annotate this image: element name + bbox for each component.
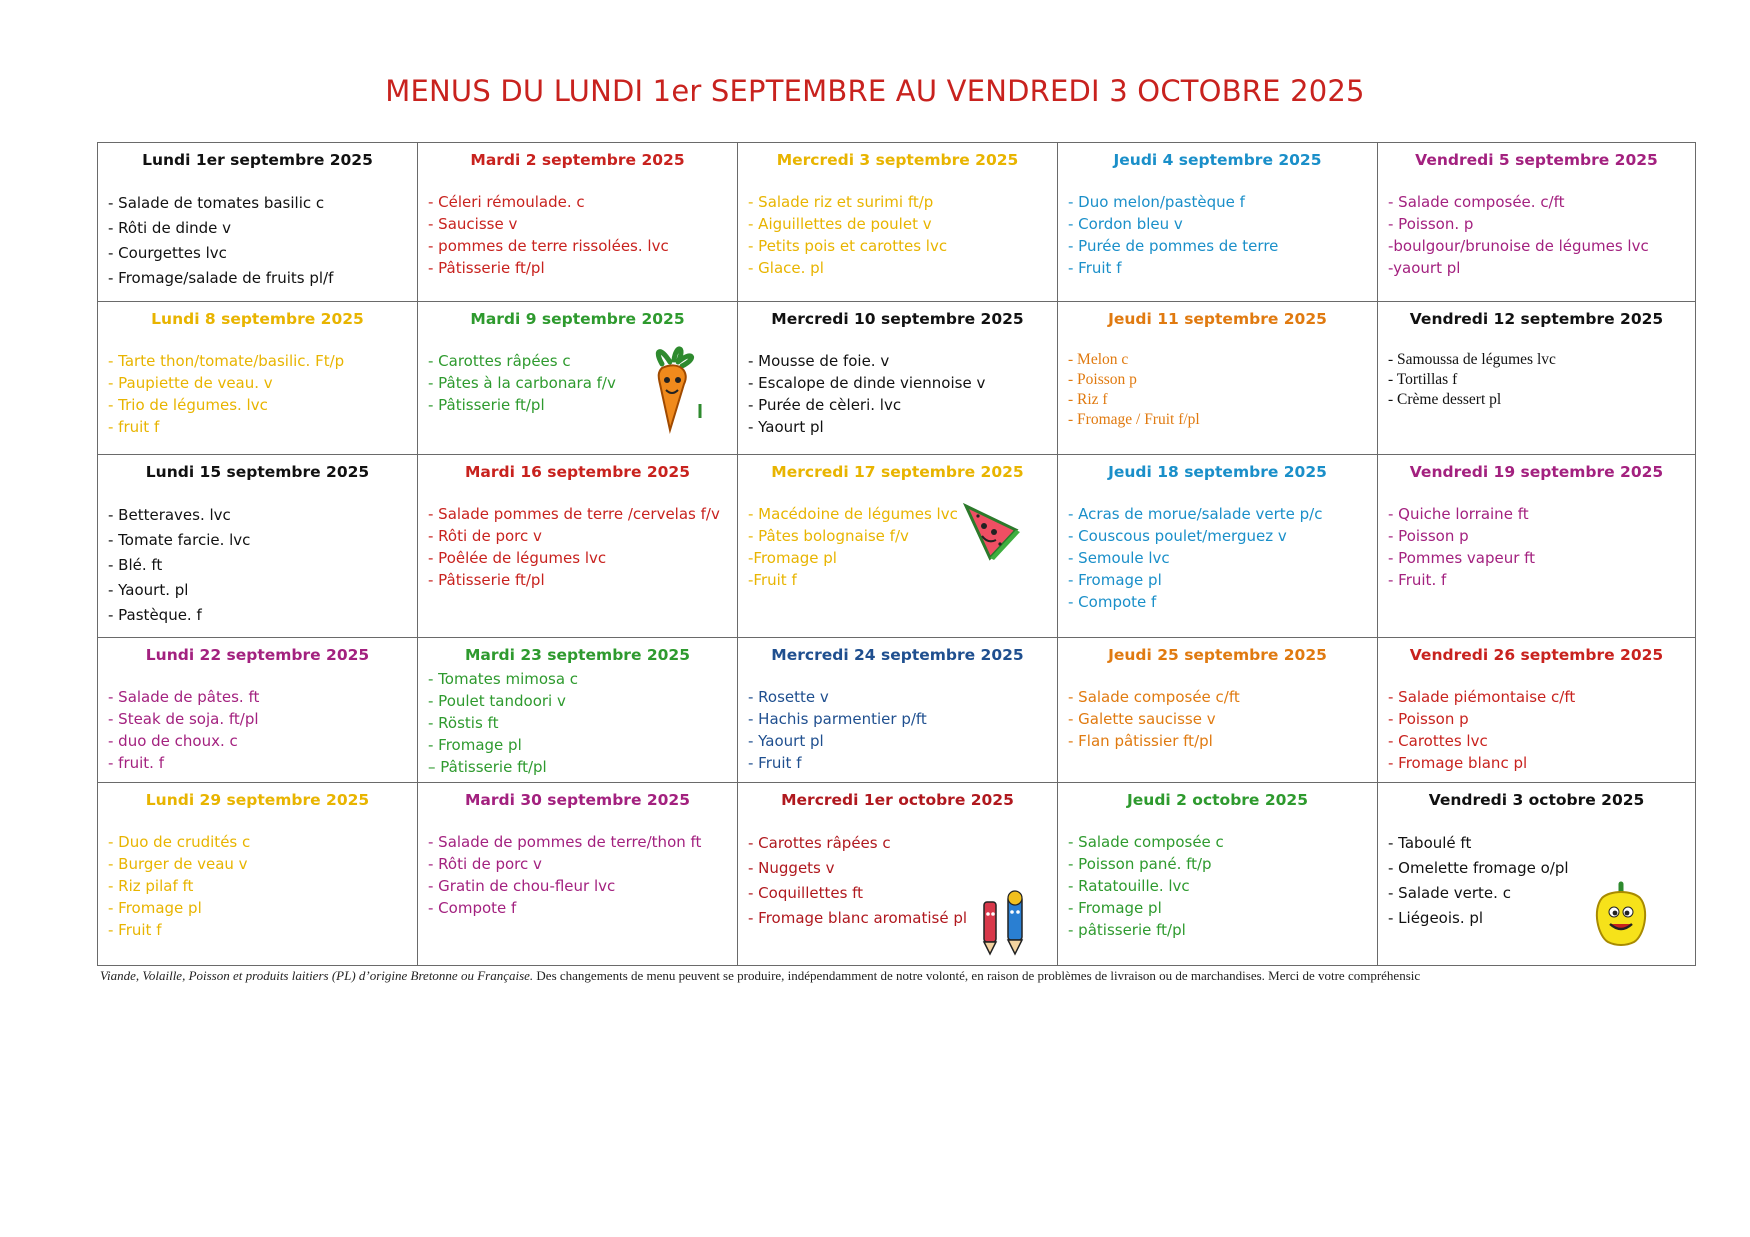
day-heading: Vendredi 3 octobre 2025: [1428, 791, 1645, 809]
menu-item: - pommes de terre rissolées. lvc: [428, 237, 669, 255]
footer-disclaimer: Des changements de menu peuvent se produire, indépendamment de notre volonté, en raison de problèmes de livraison ou de marchandises. Merci de votre compréhensic: [533, 968, 1421, 983]
menu-item: - Paupiette de veau. v: [108, 374, 273, 392]
menu-item: - Fromage blanc pl: [1388, 754, 1528, 772]
week-row: [98, 638, 1696, 783]
menu-item: - Liégeois. pl: [1388, 909, 1484, 927]
menu-item: - Pommes vapeur ft: [1388, 549, 1536, 567]
day-heading: Mardi 23 septembre 2025: [465, 646, 690, 664]
menu-item: - Röstis ft: [428, 714, 499, 732]
menu-item: - Trio de légumes. lvc: [108, 396, 268, 414]
menu-item: - Crème dessert pl: [1388, 391, 1502, 408]
day-cell: [1378, 302, 1696, 455]
bell-pepper-icon: [1592, 880, 1650, 946]
menu-item: - Poisson p: [1388, 710, 1469, 728]
day-cell: [1058, 638, 1378, 783]
menu-item: - Pâtes bolognaise f/v: [748, 527, 909, 545]
day-cell: [98, 783, 418, 966]
day-heading: Jeudi 25 septembre 2025: [1108, 646, 1327, 664]
menu-item: – Pâtisserie ft/pl: [428, 758, 547, 776]
menu-item: - Compote f: [1068, 593, 1157, 611]
menu-item: - Poisson p: [1388, 527, 1469, 545]
menu-item: - Duo de crudités c: [108, 833, 251, 851]
menu-item: - Poisson. p: [1388, 215, 1474, 233]
menu-item: - Riz f: [1068, 391, 1108, 408]
menu-item: - Pastèque. f: [108, 606, 202, 624]
menu-item: - Coquillettes ft: [748, 884, 864, 902]
menu-item: - Betteraves. lvc: [108, 506, 231, 524]
week-row: [98, 143, 1696, 302]
day-cell: [1058, 455, 1378, 638]
week-row: [98, 302, 1696, 455]
menu-items: [108, 686, 407, 774]
menu-items: [428, 503, 727, 591]
day-heading: Jeudi 18 septembre 2025: [1108, 463, 1327, 481]
menu-item: - Riz pilaf ft: [108, 877, 194, 895]
day-cell: [98, 302, 418, 455]
day-cell: [418, 638, 738, 783]
day-cell: [1378, 638, 1696, 783]
day-heading: Mardi 30 septembre 2025: [465, 791, 690, 809]
menu-item: - Purée de cèleri. lvc: [748, 396, 902, 414]
day-cell: [738, 143, 1058, 302]
pencils-icon: [978, 890, 1034, 956]
menu-items: [108, 350, 407, 438]
menu-item: - Salade pommes de terre /cervelas f/v: [428, 505, 720, 523]
day-heading: Mercredi 17 septembre 2025: [771, 463, 1024, 481]
menu-item: - Tomates mimosa c: [428, 670, 579, 688]
day-cell: [98, 143, 418, 302]
menu-item: - Galette saucisse v: [1068, 710, 1216, 728]
menu-item: - Ratatouille. lvc: [1068, 877, 1190, 895]
menu-item: -boulgour/brunoise de légumes lvc: [1388, 237, 1649, 255]
day-heading: Mardi 9 septembre 2025: [470, 310, 685, 328]
footer-note: [100, 968, 1700, 984]
day-cell: [1058, 302, 1378, 455]
menu-item: - Semoule lvc: [1068, 549, 1170, 567]
menu-item: - Yaourt. pl: [108, 581, 189, 599]
week-row: [98, 783, 1696, 966]
menu-item: - Salade riz et surimi ft/p: [748, 193, 934, 211]
menu-item: - Fruit f: [108, 921, 162, 939]
menu-item: - Fromage blanc aromatisé pl: [748, 909, 968, 927]
menu-item: - Fromage/salade de fruits pl/f: [108, 269, 334, 287]
menu-item: - Tortillas f: [1388, 371, 1458, 388]
menu-item: - Salade piémontaise c/ft: [1388, 688, 1576, 706]
menu-item: - Omelette fromage o/pl: [1388, 859, 1569, 877]
menu-item: - fruit f: [108, 418, 160, 436]
menu-item: - Poisson p: [1068, 371, 1137, 388]
day-cell: [98, 638, 418, 783]
menu-item: - Salade composée c/ft: [1068, 688, 1240, 706]
menu-item: - Salade composée. c/ft: [1388, 193, 1565, 211]
menu-items: [748, 191, 1047, 279]
menu-item: - Melon c: [1068, 351, 1129, 368]
menu-item: - Fruit f: [748, 754, 802, 772]
menu-items: [1388, 503, 1685, 591]
day-heading: Vendredi 12 septembre 2025: [1409, 310, 1664, 328]
menu-item: - Céleri rémoulade. c: [428, 193, 585, 211]
page-title: MENUS DU LUNDI 1er SEPTEMBRE AU VENDREDI 3 OCTOBRE 2025: [385, 74, 1365, 108]
menu-items: [428, 831, 727, 919]
menu-item: - Fromage pl: [428, 736, 522, 754]
menu-item: - Mousse de foie. v: [748, 352, 890, 370]
menu-item: - duo de choux. c: [108, 732, 238, 750]
menu-item: - Acras de morue/salade verte p/c: [1068, 505, 1323, 523]
menu-item: - Escalope de dinde viennoise v: [748, 374, 986, 392]
menu-item: - Pâtisserie ft/pl: [428, 396, 545, 414]
day-heading: Lundi 1er septembre 2025: [142, 151, 373, 169]
menu-item: - Aiguillettes de poulet v: [748, 215, 932, 233]
menu-items: [1068, 191, 1367, 279]
day-heading: Vendredi 19 septembre 2025: [1409, 463, 1664, 481]
day-heading: Mardi 2 septembre 2025: [470, 151, 685, 169]
day-heading: Mercredi 1er octobre 2025: [781, 791, 1014, 809]
day-cell: [1058, 143, 1378, 302]
day-heading: Mercredi 3 septembre 2025: [776, 151, 1019, 169]
day-cell: [738, 302, 1058, 455]
menu-item: - Glace. pl: [748, 259, 824, 277]
menu-item: - pâtisserie ft/pl: [1068, 921, 1186, 939]
menu-item: - Salade composée c: [1068, 833, 1224, 851]
menu-item: - Cordon bleu v: [1068, 215, 1183, 233]
menu-item: - Carottes lvc: [1388, 732, 1488, 750]
menu-item: - Poêlée de légumes lvc: [428, 549, 607, 567]
menu-item: - Fromage / Fruit f/pl: [1068, 411, 1200, 428]
day-heading: Mercredi 10 septembre 2025: [771, 310, 1024, 328]
menu-item: - Yaourt pl: [748, 732, 824, 750]
menu-item: - Hachis parmentier p/ft: [748, 710, 927, 728]
menu-item: - Carottes râpées c: [428, 352, 571, 370]
day-heading: Mercredi 24 septembre 2025: [771, 646, 1024, 664]
menu-items: [748, 686, 1047, 774]
menu-item: - Couscous poulet/merguez v: [1068, 527, 1287, 545]
menu-item: - Nuggets v: [748, 859, 835, 877]
menu-item: - Salade de pâtes. ft: [108, 688, 260, 706]
menu-item: -Fromage pl: [748, 549, 837, 567]
menu-item: -Fruit f: [748, 571, 797, 589]
menu-items: [1068, 350, 1367, 430]
menu-item: - fruit. f: [108, 754, 165, 772]
day-cell: [418, 143, 738, 302]
day-cell: [738, 638, 1058, 783]
menu-items: [108, 503, 407, 628]
day-heading: Lundi 22 septembre 2025: [145, 646, 370, 664]
menu-item: - Pâtisserie ft/pl: [428, 259, 545, 277]
menu-items: [1388, 191, 1685, 279]
week-row: [98, 455, 1696, 638]
menu-item: - Carottes râpées c: [748, 834, 891, 852]
menu-item: - Poisson pané. ft/p: [1068, 855, 1212, 873]
menu-item: - Salade de pommes de terre/thon ft: [428, 833, 702, 851]
day-heading: Lundi 15 septembre 2025: [145, 463, 370, 481]
menu-items: [1388, 686, 1685, 774]
menu-items: [108, 191, 407, 291]
menu-item: - Petits pois et carottes lvc: [748, 237, 948, 255]
day-cell: [98, 455, 418, 638]
day-cell: [1058, 783, 1378, 966]
day-heading: Jeudi 2 octobre 2025: [1127, 791, 1308, 809]
menu-item: - Purée de pommes de terre: [1068, 237, 1279, 255]
menu-items: [428, 191, 727, 279]
menu-item: - Taboulé ft: [1388, 834, 1472, 852]
menu-item: - Fruit. f: [1388, 571, 1447, 589]
day-heading: Vendredi 5 septembre 2025: [1415, 151, 1658, 169]
menu-items: [1388, 350, 1685, 410]
menu-items: [748, 350, 1047, 438]
menu-item: - Compote f: [428, 899, 517, 917]
menu-item: - Rôti de porc v: [428, 527, 542, 545]
menu-item: - Courgettes lvc: [108, 244, 227, 262]
menu-item: - Salade de tomates basilic c: [108, 194, 325, 212]
menu-item: - Rôti de porc v: [428, 855, 542, 873]
day-heading: Lundi 29 septembre 2025: [145, 791, 370, 809]
menu-item: - Salade verte. c: [1388, 884, 1511, 902]
day-heading: Vendredi 26 septembre 2025: [1409, 646, 1664, 664]
menu-item: - Fromage pl: [108, 899, 202, 917]
day-heading: Jeudi 11 septembre 2025: [1108, 310, 1327, 328]
carrot-icon: [640, 344, 710, 434]
menu-items: [1068, 831, 1367, 941]
day-cell: [418, 783, 738, 966]
menu-item: - Blé. ft: [108, 556, 163, 574]
day-cell: [1378, 143, 1696, 302]
menu-item: - Pâtes à la carbonara f/v: [428, 374, 616, 392]
menu-item: - Rôti de dinde v: [108, 219, 232, 237]
menu-item: - Tomate farcie. lvc: [108, 531, 251, 549]
menu-items: [1068, 503, 1367, 613]
day-cell: [1378, 455, 1696, 638]
menu-item: - Fromage pl: [1068, 571, 1162, 589]
menu-items: [428, 668, 727, 778]
day-heading: Lundi 8 septembre 2025: [151, 310, 364, 328]
footer-origin-note: Viande, Volaille, Poisson et produits laitiers (PL) d’origine Bretonne ou Française.: [100, 968, 534, 983]
menu-item: - Pâtisserie ft/pl: [428, 571, 545, 589]
menu-item: - Quiche lorraine ft: [1388, 505, 1529, 523]
menu-item: - Tarte thon/tomate/basilic. Ft/p: [108, 352, 345, 370]
menu-table: [97, 142, 1696, 966]
menu-item: - Flan pâtissier ft/pl: [1068, 732, 1213, 750]
menu-item: - Saucisse v: [428, 215, 518, 233]
menu-items: [108, 831, 407, 941]
menu-items: [1068, 686, 1367, 752]
menu-item: - Steak de soja. ft/pl: [108, 710, 259, 728]
watermelon-icon: [960, 500, 1022, 562]
day-heading: Mardi 16 septembre 2025: [465, 463, 690, 481]
menu-item: - Burger de veau v: [108, 855, 248, 873]
menu-item: - Poulet tandoori v: [428, 692, 566, 710]
day-heading: Jeudi 4 septembre 2025: [1113, 151, 1322, 169]
menu-item: - Macédoine de légumes lvc: [748, 505, 958, 523]
menu-item: -yaourt pl: [1388, 259, 1461, 277]
menu-item: - Fromage pl: [1068, 899, 1162, 917]
menu-item: - Gratin de chou-fleur lvc: [428, 877, 616, 895]
menu-item: - Fruit f: [1068, 259, 1122, 277]
menu-item: - Yaourt pl: [748, 418, 824, 436]
day-cell: [418, 455, 738, 638]
menu-item: - Rosette v: [748, 688, 829, 706]
menu-item: - Samoussa de légumes lvc: [1388, 351, 1556, 368]
menu-item: - Duo melon/pastèque f: [1068, 193, 1245, 211]
